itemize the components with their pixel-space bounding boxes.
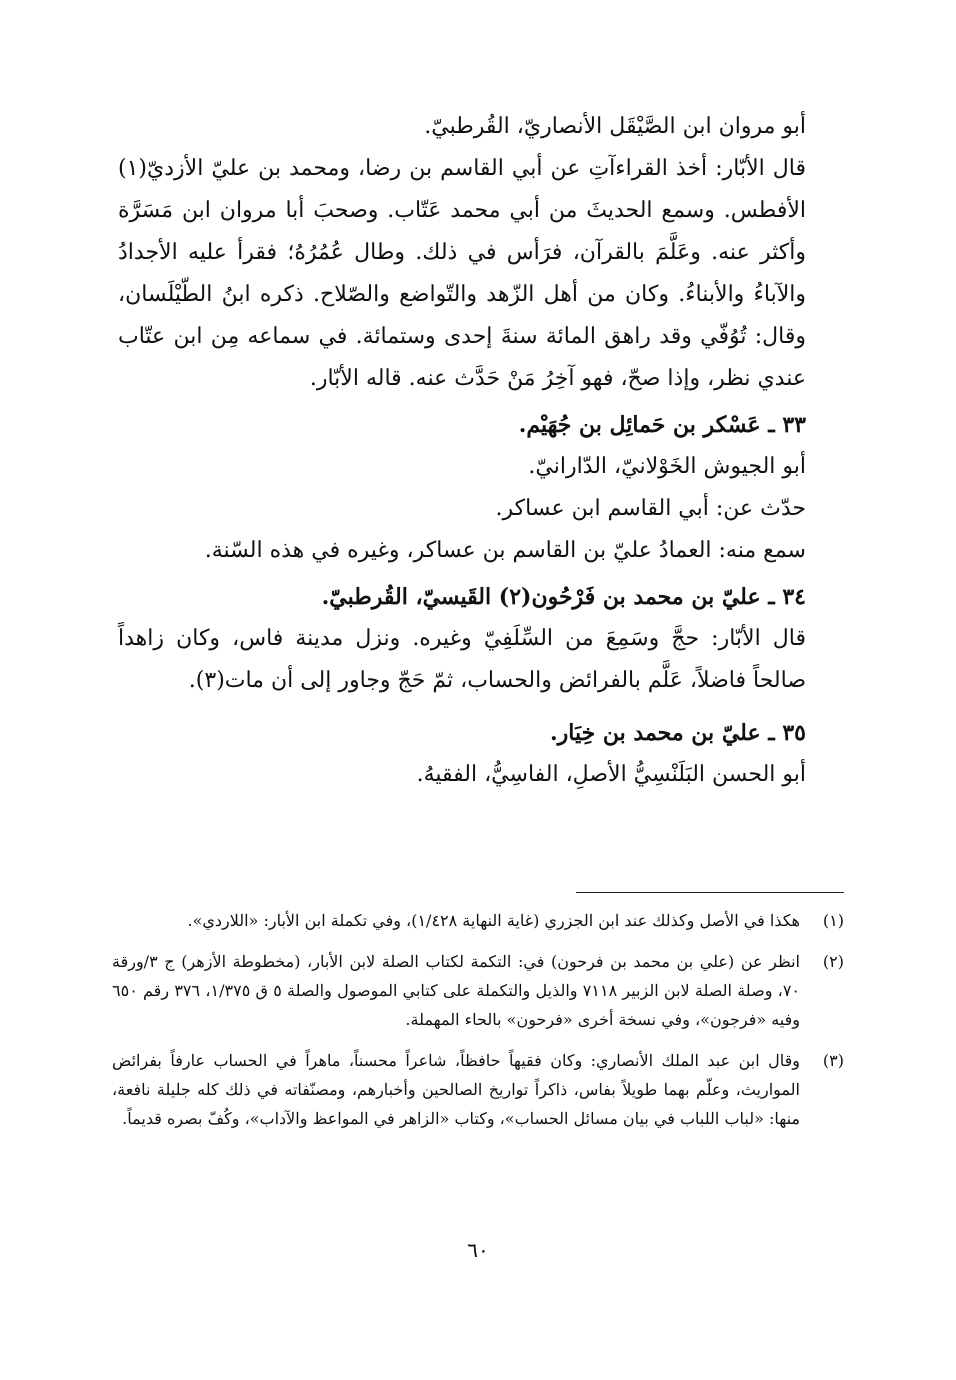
entry-33-line: سمع منه: العمادُ عليّ بن القاسم بن عساكر، وغيره في هذه السّنة. (204, 538, 806, 563)
entry-34-paragraph: قال الأبّار: حجَّ وسَمِعَ من السِّلَفِيّ وغيره. ونزل مدينة فاس، وكان زاهداً صالحاً فاضلاً، عَلَّم بالفرائض والحساب، ثمّ حَجّ وجاور إلى أن مات(٣). (118, 626, 806, 693)
entry-35-heading: ٣٥ ـ عليّ بن محمد بن خِيَار. (549, 720, 806, 746)
footnote-text: وقال ابن عبد الملك الأنصاري: وكان فقيهاً حافظاً، شاعراً محسناً، ماهراً في الحساب عارفاً بفرائض المواريث، وعلّم بهما طويلاً بفاس، ذاكراً تواريخ الصالحين وأخبارهم، ومصنّفاته في ذلك كله جليلة نافعة، منها: «لباب اللباب في بيان مسائل الحساب»، وكتاب «الزاهر في المواعظ والآداب»، وكُفّ بصره قديماً. (112, 1051, 800, 1128)
footnote-number: (٣) (822, 1051, 844, 1070)
footnote (112, 906, 844, 935)
entry-35-line: أبو الحسن البَلَنْسِيُّ الأصلِ، الفاسِيُّ، الفقيهُ. (416, 762, 806, 787)
biography-paragraph: قال الأبّار: أخذ القراءآتِ عن أبي القاسم بن رضا، ومحمد بن عليّ الأزديّ(١) الأفطس. وسمع الحديثَ من أبي محمد عَتّاب. وصحبَ أبا مروان ابن مَسَرَّة وأكثر عنه. وعَلَّمَ بالقرآن، فرَأس في ذلك. وطال عُمُرُهُ؛ فقرأ عليه الأجدادُ والآباءُ والأبناءُ. وكان من أهل الزّهد والتّواضع والصّلاح. ذكره ابنُ الطّيْلَسان، وقال: تُوُفّي وقد راهق المائة سنةَ إحدى وستمائة. في سماعه مِن ابن عتّاب عندي نظر، وإذا صحّ، فهو آخِرُ مَنْ حَدَّث عنه. قاله الأبّار. (118, 156, 806, 391)
footnote-number: (١) (822, 911, 844, 930)
footnotes (112, 906, 844, 1145)
footnote (112, 1046, 844, 1133)
footnote-number: (٢) (822, 952, 844, 971)
footnote-text: هكذا في الأصل وكذلك عند ابن الجزري (غاية النهاية ١/٤٢٨)، وفي تكملة ابن الأبار: «اللاردي». (187, 911, 800, 930)
footnote (112, 947, 844, 1034)
entry-33-line: أبو الجيوش الخَوْلانيّ، الدّارانيّ. (528, 454, 806, 479)
page-number: ٦٠ (467, 1238, 489, 1262)
entry-34-heading: ٣٤ ـ عليّ بن محمد بن فَرْحُون(٢) القَيسيّ، القُرطبيّ. (321, 584, 806, 610)
footnote-text: انظر عن (علي بن محمد بن فرحون) في: التكمة لكتاب الصلة لابن الأبار، (مخطوطة الأزهر) ج ٣/ورقة ٧٠، وصلة الصلة لابن الزبير ٧١١٨ والذيل والتكملة على كتابي الموصول والصلة ٥ ق ١/٣٧٥، ٣٧٦ رقم ٦٥٠ وفيه «فرجون»، وفي نسخة أخرى «فرحون» بالحاء المهملة. (112, 952, 801, 1029)
biography-line: أبو مروان ابن الصَّيْقَل الأنصاريّ، القُرطبيّ. (424, 114, 806, 139)
footnote-divider (576, 892, 844, 893)
main-text (118, 106, 838, 796)
entry-33-heading: ٣٣ ـ عَسْكر بن حَمائِل بن جُهَيْم. (518, 412, 806, 438)
entry-33-line: حدّث عن: أبي القاسم ابن عساكر. (495, 496, 806, 521)
